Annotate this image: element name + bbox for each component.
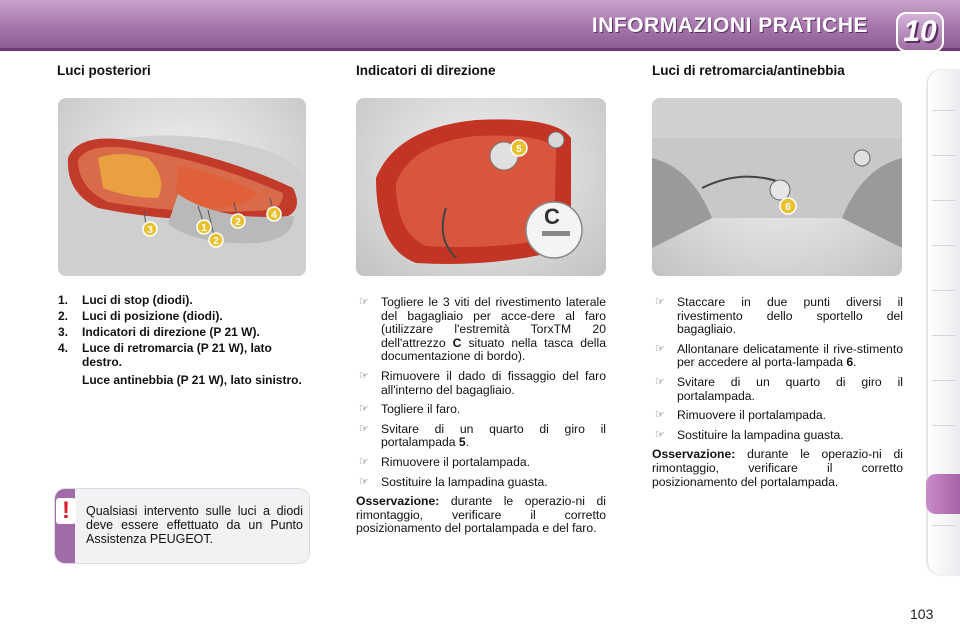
step-text: Sostituire la lampadina guasta. <box>381 474 548 489</box>
legend-item <box>55 325 315 339</box>
note-text: durante le operazio-ni di rimontaggio, verificare il corretto posizionamento del portalampada e del faro. <box>356 494 606 536</box>
reverse-fog-instructions <box>652 296 903 489</box>
legend-text: Luci di posizione (diodi). <box>82 309 223 323</box>
step-text: Rimuovere il portalampada. <box>381 454 531 469</box>
legend-text: Luci di stop (diodi). <box>82 293 193 307</box>
turn-signal-illustration <box>356 98 606 276</box>
note-label: Osservazione: <box>652 447 736 462</box>
callout-3 <box>143 222 157 236</box>
legend-number: 1. <box>58 293 69 307</box>
chapter-tab-divider <box>932 200 956 201</box>
pointing-hand-icon: ☞ <box>359 296 369 308</box>
warning-icon: ! <box>56 498 76 524</box>
bulb-legend <box>55 293 315 389</box>
callout-2a <box>231 214 245 228</box>
turn-signal-drawing <box>356 98 606 276</box>
callout-2a-label: 2 <box>235 217 241 228</box>
callout-6 <box>780 198 796 214</box>
part-reference: 5 <box>458 435 466 450</box>
step-text: Togliere le 3 viti del rivestimento laterale del bagagliaio per acce-dere al faro (utilizzare l'estremità TorxTM 20 dell'attrezzo <box>381 295 606 350</box>
pointing-hand-icon: ☞ <box>359 422 369 435</box>
legend-item <box>55 341 315 387</box>
note-label: Osservazione: <box>356 494 440 509</box>
callout-4 <box>267 207 281 221</box>
pointing-hand-icon: ☞ <box>655 296 665 308</box>
pointing-hand-icon: ☞ <box>359 369 369 382</box>
step-text: Togliere il faro. <box>381 402 461 417</box>
pointing-hand-icon: ☞ <box>655 409 665 422</box>
callout-6-label: 6 <box>785 202 791 213</box>
legend-item <box>55 309 315 323</box>
pointing-hand-icon: ☞ <box>655 342 665 355</box>
step-text: Staccare in due punti diversi il rivestimento dello sportello del bagagliaio. <box>677 295 903 337</box>
step-text: situato nella tasca della documentazione di bordo). <box>381 335 606 364</box>
callout-1-label: 1 <box>201 223 207 234</box>
pointing-hand-icon: ☞ <box>359 455 369 468</box>
chapter-tab-divider <box>932 245 956 246</box>
legend-subtext: Luce antinebbia (P 21 W), lato sinistro. <box>82 373 302 387</box>
step-text: Rimuovere il portalampada. <box>677 408 827 423</box>
page-number: 103 <box>910 606 934 622</box>
pointing-hand-icon: ☞ <box>655 375 665 388</box>
chapter-tab-divider <box>932 155 956 156</box>
reverse-fog-drawing <box>652 98 902 276</box>
step-item <box>652 429 903 443</box>
step-text: Sostituire la lampadina guasta. <box>677 427 844 442</box>
callout-3-label: 3 <box>147 225 153 236</box>
callout-2b <box>209 233 223 247</box>
step-text: . <box>465 435 470 450</box>
chapter-tab-divider <box>932 290 956 291</box>
reverse-fog-illustration <box>652 98 902 276</box>
callout-4-label: 4 <box>271 210 277 221</box>
step-item <box>356 370 606 397</box>
chapter-tab-active[interactable] <box>926 474 960 514</box>
section-title-rear-lights: Luci posteriori <box>57 63 151 78</box>
step-item <box>652 343 903 370</box>
rear-light-illustration <box>58 98 306 276</box>
callout-2b-label: 2 <box>213 236 219 247</box>
step-text: Allontanare delicatamente il rive-stimento per accedere al porta-lampada <box>677 341 903 370</box>
step-item <box>652 409 903 423</box>
note <box>652 448 903 489</box>
step-item <box>356 296 606 364</box>
page-title: INFORMAZIONI PRATICHE <box>591 14 868 37</box>
step-text: Svitare di un quarto di giro il portalampada. <box>677 374 903 403</box>
header-divider <box>0 48 960 51</box>
legend-number: 4. <box>58 341 69 355</box>
step-text: . <box>853 355 857 370</box>
legend-item <box>55 293 315 307</box>
step-text: Svitare di un quarto di giro il portalampada <box>381 421 606 450</box>
part-reference: 6 <box>846 355 854 370</box>
step-item <box>356 476 606 490</box>
chapter-tab-divider <box>932 525 956 526</box>
chapter-tab-divider <box>932 110 956 111</box>
step-item <box>356 403 606 417</box>
note <box>356 495 606 536</box>
turn-signal-instructions <box>356 296 606 536</box>
callout-5 <box>511 140 527 156</box>
tool-c-label: C <box>544 204 560 229</box>
pointing-hand-icon: ☞ <box>655 428 665 441</box>
warning-text: Qualsiasi intervento sulle luci a diodi deve essere effettuato da un Punto Assistenza PEUGEOT. <box>86 504 303 546</box>
legend-text: Luce di retromarcia (P 21 W), lato destro. <box>82 341 272 369</box>
rear-light-drawing <box>58 98 306 276</box>
section-title-turn-signals: Indicatori di direzione <box>356 63 496 78</box>
section-title-reverse-fog: Luci di retromarcia/antinebbia <box>652 63 845 78</box>
step-item <box>652 376 903 403</box>
step-text: Rimuovere il dado di fissaggio del faro all'interno del bagagliaio. <box>381 368 606 397</box>
pointing-hand-icon: ☞ <box>359 403 369 416</box>
step-item <box>356 423 606 450</box>
step-item <box>356 456 606 470</box>
pointing-hand-icon: ☞ <box>359 475 369 488</box>
chapter-badge <box>896 12 944 52</box>
step-item <box>652 296 903 337</box>
legend-text: Indicatori di direzione (P 21 W). <box>82 325 260 339</box>
chapter-tab-divider <box>932 335 956 336</box>
chapter-tab-divider <box>932 380 956 381</box>
tool-reference: C <box>452 335 462 350</box>
callout-5-label: 5 <box>516 144 522 155</box>
note-text: durante le operazio-ni di rimontaggio, verificare il corretto posizionamento del portalampada. <box>652 447 903 489</box>
callout-1 <box>197 220 211 234</box>
legend-number: 2. <box>58 309 69 323</box>
chapter-number: 10 <box>903 15 937 48</box>
legend-number: 3. <box>58 325 69 339</box>
chapter-tab-divider <box>932 425 956 426</box>
